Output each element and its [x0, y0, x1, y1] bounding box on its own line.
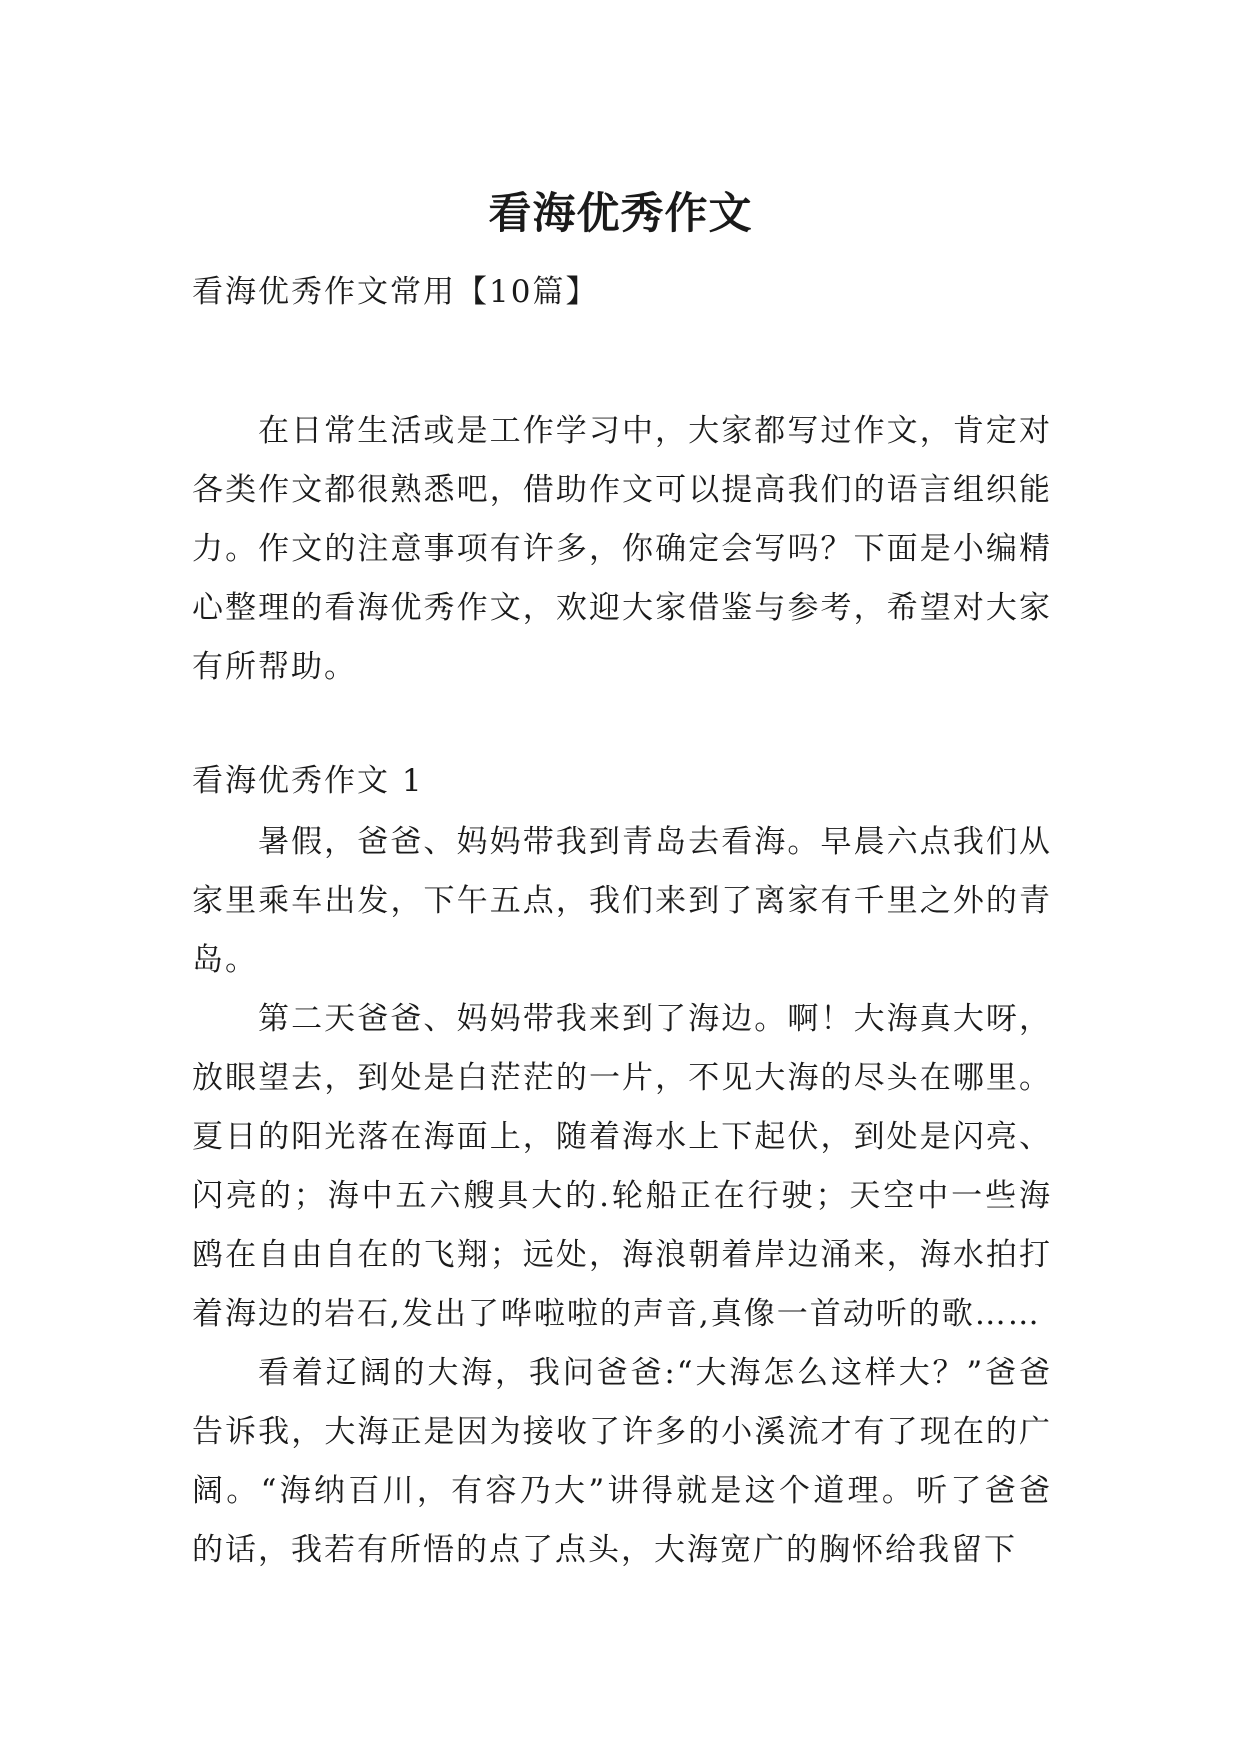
intro-paragraph: 在日常生活或是工作学习中，大家都写过作文，肯定对各类作文都很熟悉吧，借助作文可以提高我们的语言组织能力。作文的注意事项有许多，你确定会写吗？下面是小编精心整理的看海优秀作文，欢迎大家借鉴与参考，希望对大家有所帮助。: [192, 413, 1052, 685]
essay-paragraph: 看着辽阔的大海，我问爸爸:“大海怎么这样大？”爸爸告诉我，大海正是因为接收了许多的小溪流才有了现在的广阔。“海纳百川，有容乃大”讲得就是这个道理。听了爸爸的话，我若有所悟的点了点头，大海宽广的胸怀给我留下: [192, 1355, 1052, 1568]
section-heading: 看海优秀作文 1: [192, 763, 424, 799]
essay-body: [192, 813, 1052, 1580]
essay-paragraph: 暑假，爸爸、妈妈带我到青岛去看海。早晨六点我们从家里乘车出发，下午五点，我们来到了离家有千里之外的青岛。: [192, 824, 1052, 978]
essay-paragraph: 第二天爸爸、妈妈带我来到了海边。啊！大海真大呀，放眼望去，到处是白茫茫的一片，不见大海的尽头在哪里。夏日的阳光落在海面上，随着海水上下起伏，到处是闪亮、闪亮的；海中五六艘具大的.轮船正在行驶；天空中一些海鸥在自由自在的飞翔；远处，海浪朝着岸边涌来，海水拍打着海边的岩石,发出了哗啦啦的声音,真像一首动听的歌……: [192, 1001, 1052, 1332]
document-title: 看海优秀作文: [488, 188, 753, 239]
document-subtitle: 看海优秀作文常用【10篇】: [192, 274, 599, 310]
